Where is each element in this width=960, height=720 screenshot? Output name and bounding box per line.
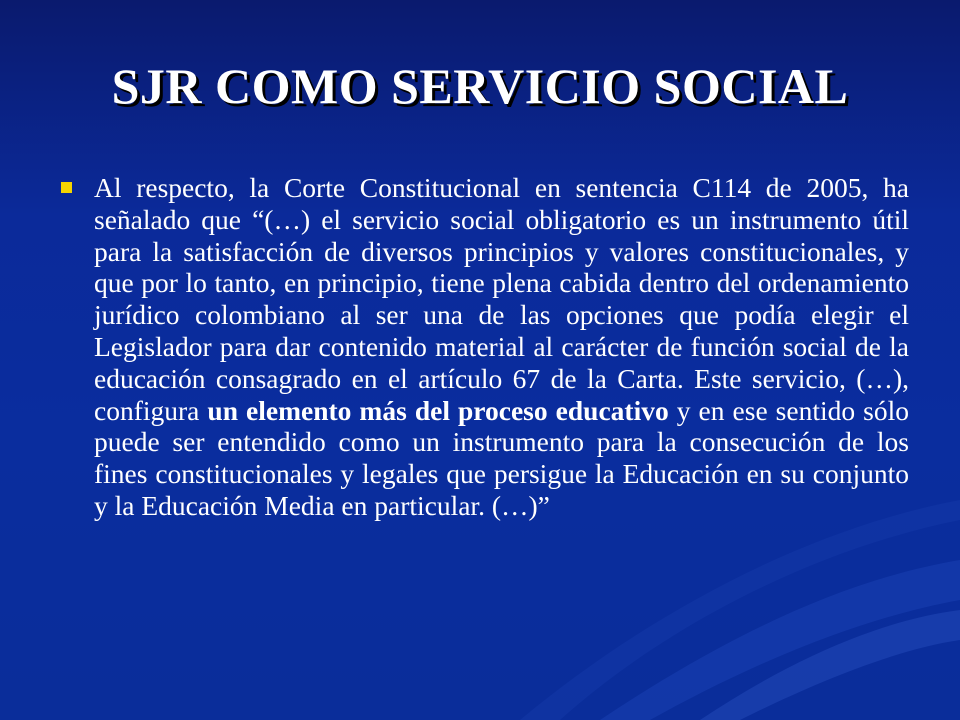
paragraph-text-start: Al respecto, la Corte Constitucional en sentencia C114 de 2005, ha señalado que “(…) el servicio social obligatorio es un instrumento útil para la satisfacción de diversos principios y valores constitucionales, y que por lo tanto, en principio, tiene plena cabida dentro del ordenamiento jurídico colombiano al ser una de las opciones que podía elegir el Legislador para dar contenido material al carácter de función social de la educación consagrado en el artículo 67 de la Carta. Este servicio, (…), configura bbox=[94, 172, 909, 426]
body-paragraph bbox=[94, 172, 909, 522]
paragraph-text-end: y en ese sentido sólo puede ser entendido como un instrumento para la consecución de los fines constitucionales y legales que persigue la Educación en su conjunto y la Educación Media en particular. (…)” bbox=[94, 394, 909, 521]
slide-title: SJR COMO SERVICIO SOCIAL bbox=[111, 58, 849, 114]
paragraph-bold-phrase: un elemento más del proceso educativo bbox=[207, 394, 669, 426]
square-bullet-icon bbox=[61, 182, 72, 193]
